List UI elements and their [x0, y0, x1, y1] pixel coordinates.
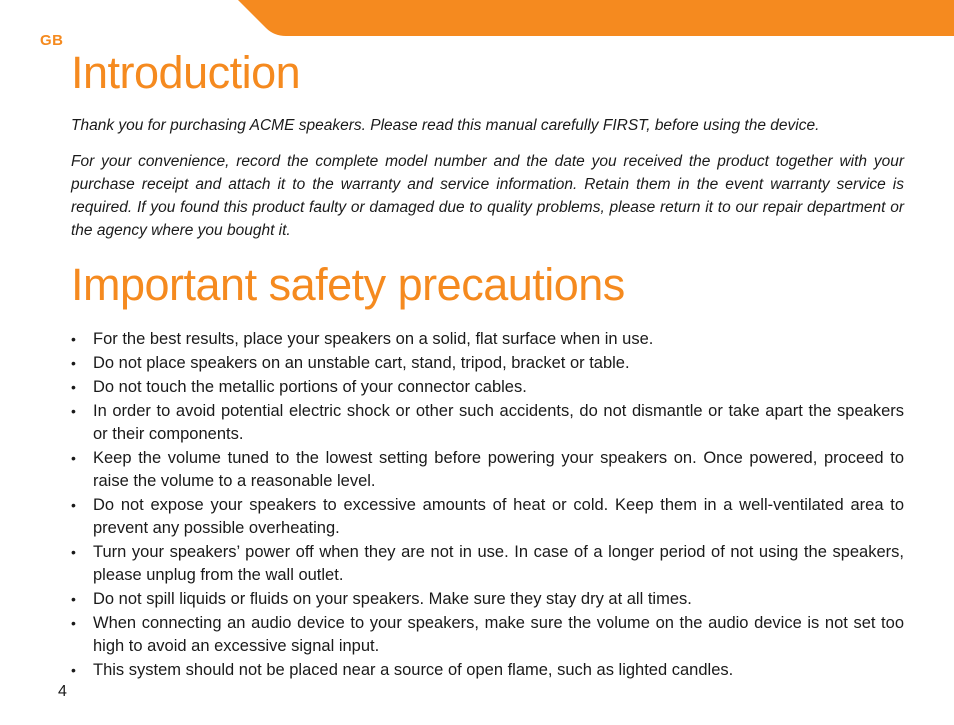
list-item-text: Do not touch the metallic portions of your connector cables. [93, 378, 527, 396]
intro-paragraph-thanks: Thank you for purchasing ACME speakers. Please read this manual carefully FIRST, before using the device. [71, 117, 820, 134]
language-label: GB [40, 32, 64, 49]
page-content [71, 48, 904, 683]
list-item-text: This system should not be placed near a source of open flame, such as lighted candles. [93, 661, 734, 679]
bullet-icon: • [71, 331, 76, 347]
bullet-icon: • [71, 450, 76, 466]
bullet-icon: • [71, 615, 76, 631]
list-item [71, 588, 904, 611]
list-item-text: For the best results, place your speakers on a solid, flat surface when in use. [93, 330, 654, 348]
list-item [71, 328, 904, 351]
list-item-text: Do not expose your speakers to excessive amounts of heat or cold. Keep them in a well-ventilated area to prevent any possible overheating. [93, 496, 904, 537]
list-item [71, 612, 904, 658]
bullet-icon: • [71, 355, 76, 371]
list-item-text: When connecting an audio device to your speakers, make sure the volume on the audio device is not set too high to avoid an excessive signal input. [93, 614, 904, 655]
list-item [71, 352, 904, 375]
list-item [71, 376, 904, 399]
bullet-icon: • [71, 379, 76, 395]
list-item-text: In order to avoid potential electric shock or other such accidents, do not dismantle or take apart the speakers or their components. [93, 402, 904, 443]
list-item [71, 659, 904, 682]
page-number: 4 [58, 683, 67, 700]
introduction-heading: Introduction [71, 47, 301, 98]
safety-precautions-list [71, 328, 904, 682]
bullet-icon: • [71, 544, 76, 560]
bullet-icon: • [71, 662, 76, 678]
list-item [71, 541, 904, 587]
list-item-text: Do not place speakers on an unstable cart, stand, tripod, bracket or table. [93, 354, 630, 372]
list-item-text: Do not spill liquids or fluids on your speakers. Make sure they stay dry at all times. [93, 590, 692, 608]
intro-paragraph-convenience: For your convenience, record the complete model number and the date you received the product together with your purchase receipt and attach it to the warranty and service information. Retain them in the event warranty service is required. If you found this product faulty or damaged due to quality problems, please return it to our repair department or the agency where you bought it. [71, 153, 904, 239]
bullet-icon: • [71, 497, 76, 513]
list-item [71, 447, 904, 493]
bullet-icon: • [71, 403, 76, 419]
list-item-text: Turn your speakers’ power off when they are not in use. In case of a longer period of not using the speakers, please unplug from the wall outlet. [93, 543, 904, 584]
list-item-text: Keep the volume tuned to the lowest setting before powering your speakers on. Once powered, proceed to raise the volume to a reasonable level. [93, 449, 904, 490]
header-accent-shape [238, 0, 954, 36]
bullet-icon: • [71, 591, 76, 607]
safety-heading: Important safety precautions [71, 259, 625, 310]
header-accent-band [238, 0, 954, 36]
list-item [71, 494, 904, 540]
list-item [71, 400, 904, 446]
